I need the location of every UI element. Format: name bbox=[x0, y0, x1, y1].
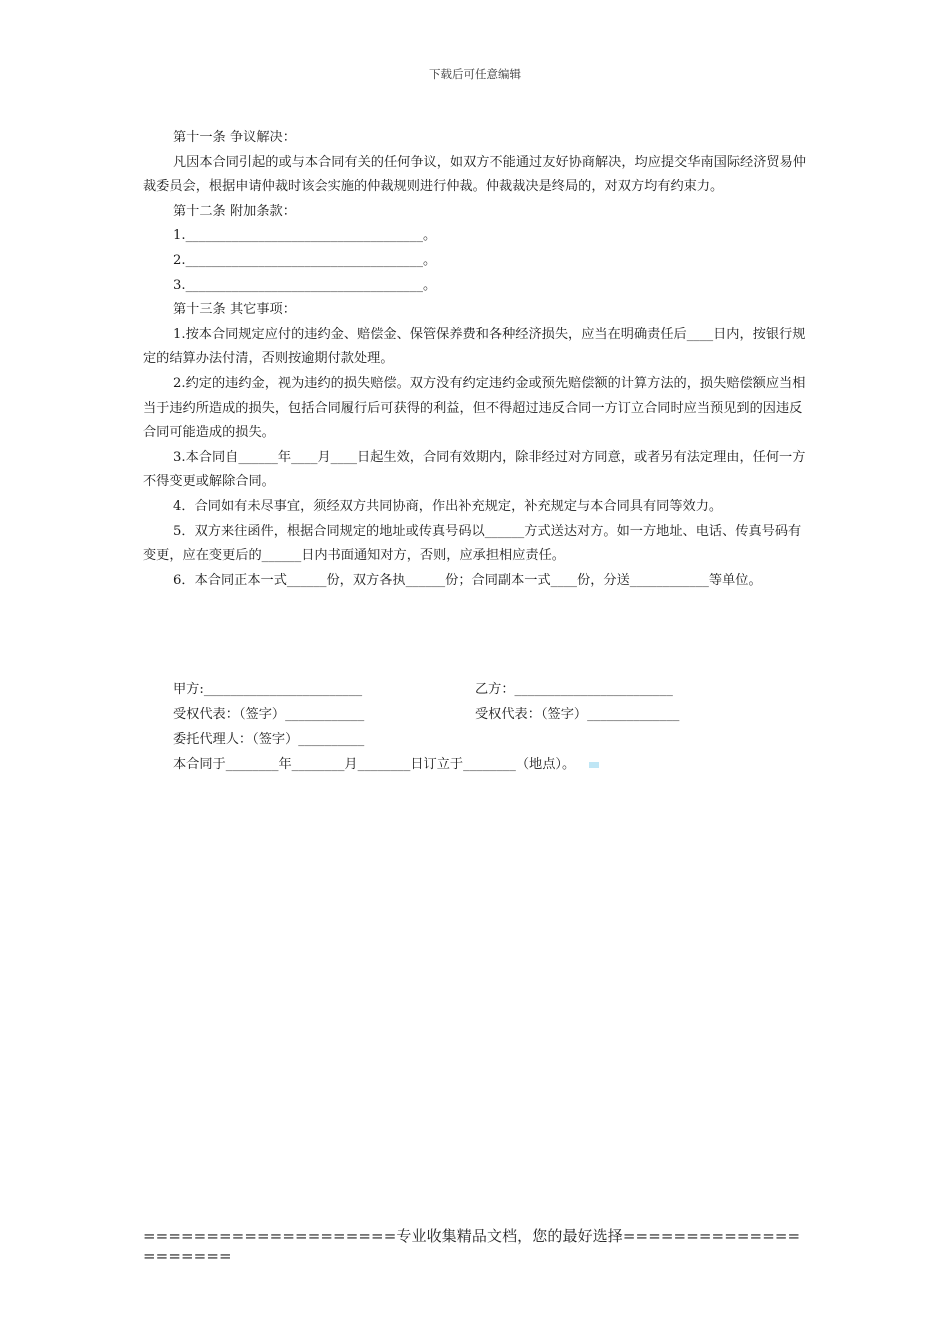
other-item-5: 5．双方来往函件，根据合同规定的地址或传真号码以______方式送达对方。如一方地址、电话、传真号码有变更，应在变更后的______日内书面通知对方，否则，应承担相应责任。 bbox=[143, 523, 802, 564]
article-13-title: 第十三条 其它事项： bbox=[173, 302, 296, 318]
additional-clause-2: 2.____________________________________。 bbox=[173, 252, 437, 268]
text-cursor-marker bbox=[589, 762, 599, 768]
contract-body bbox=[143, 126, 811, 593]
article-11-body: 凡因本合同引起的或与本合同有关的任何争议，如双方不能通过友好协商解决，均应提交华南国际经济贸易仲裁委员会，根据申请仲裁时该会实施的仲裁规则进行仲裁。仲裁裁决是终局的，对双方均有约束力。 bbox=[143, 154, 806, 195]
other-item-6: 6．本合同正本一式______份，双方各执______份；合同副本一式____份，分送____________等单位。 bbox=[173, 572, 762, 588]
party-a-line: 甲方:________________________ bbox=[173, 682, 363, 697]
additional-clause-3: 3.____________________________________。 bbox=[173, 277, 437, 293]
party-b-line: 乙方：________________________ bbox=[475, 682, 673, 697]
other-item-1: 1.按本合同规定应付的违约金、赔偿金、保管保养费和各种经济损失，应当在明确责任后____日内，按银行规定的结算办法付清，否则按逾期付款处理。 bbox=[143, 326, 806, 367]
other-item-3: 3.本合同自______年____月____日起生效，合同有效期内，除非经过对方同意，或者另有法定理由，任何一方不得变更或解除合同。 bbox=[143, 449, 806, 490]
agent-line: 委托代理人：（签字）__________ bbox=[173, 732, 365, 747]
party-a-representative: 受权代表：（签字）____________ bbox=[173, 707, 365, 722]
article-12-title: 第十二条 附加条款： bbox=[173, 203, 296, 219]
page-footer: ====================专业收集精品文档，您的最好选择===================== bbox=[143, 1227, 801, 1265]
date-place-text: 本合同于________年________月________日订立于________（地点）。 bbox=[173, 757, 576, 772]
page-header: 下载后可任意编辑 bbox=[429, 67, 521, 81]
additional-clause-1: 1.____________________________________。 bbox=[173, 228, 437, 244]
article-11-title: 第十一条 争议解决： bbox=[173, 130, 296, 145]
other-item-4: 4．合同如有未尽事宜，须经双方共同协商，作出补充规定，补充规定与本合同具有同等效力。 bbox=[173, 498, 723, 514]
date-place-line bbox=[173, 753, 599, 772]
other-item-2: 2.约定的违约金，视为违约的损失赔偿。双方没有约定违约金或预先赔偿额的计算方法的，损失赔偿额应当相当于违约所造成的损失，包括合同履行后可获得的利益，但不得超过违反合同一方订立合同时应当预见到的因违反合同可能造成的损失。 bbox=[143, 375, 806, 441]
party-b-representative: 受权代表：（签字）______________ bbox=[475, 707, 680, 722]
